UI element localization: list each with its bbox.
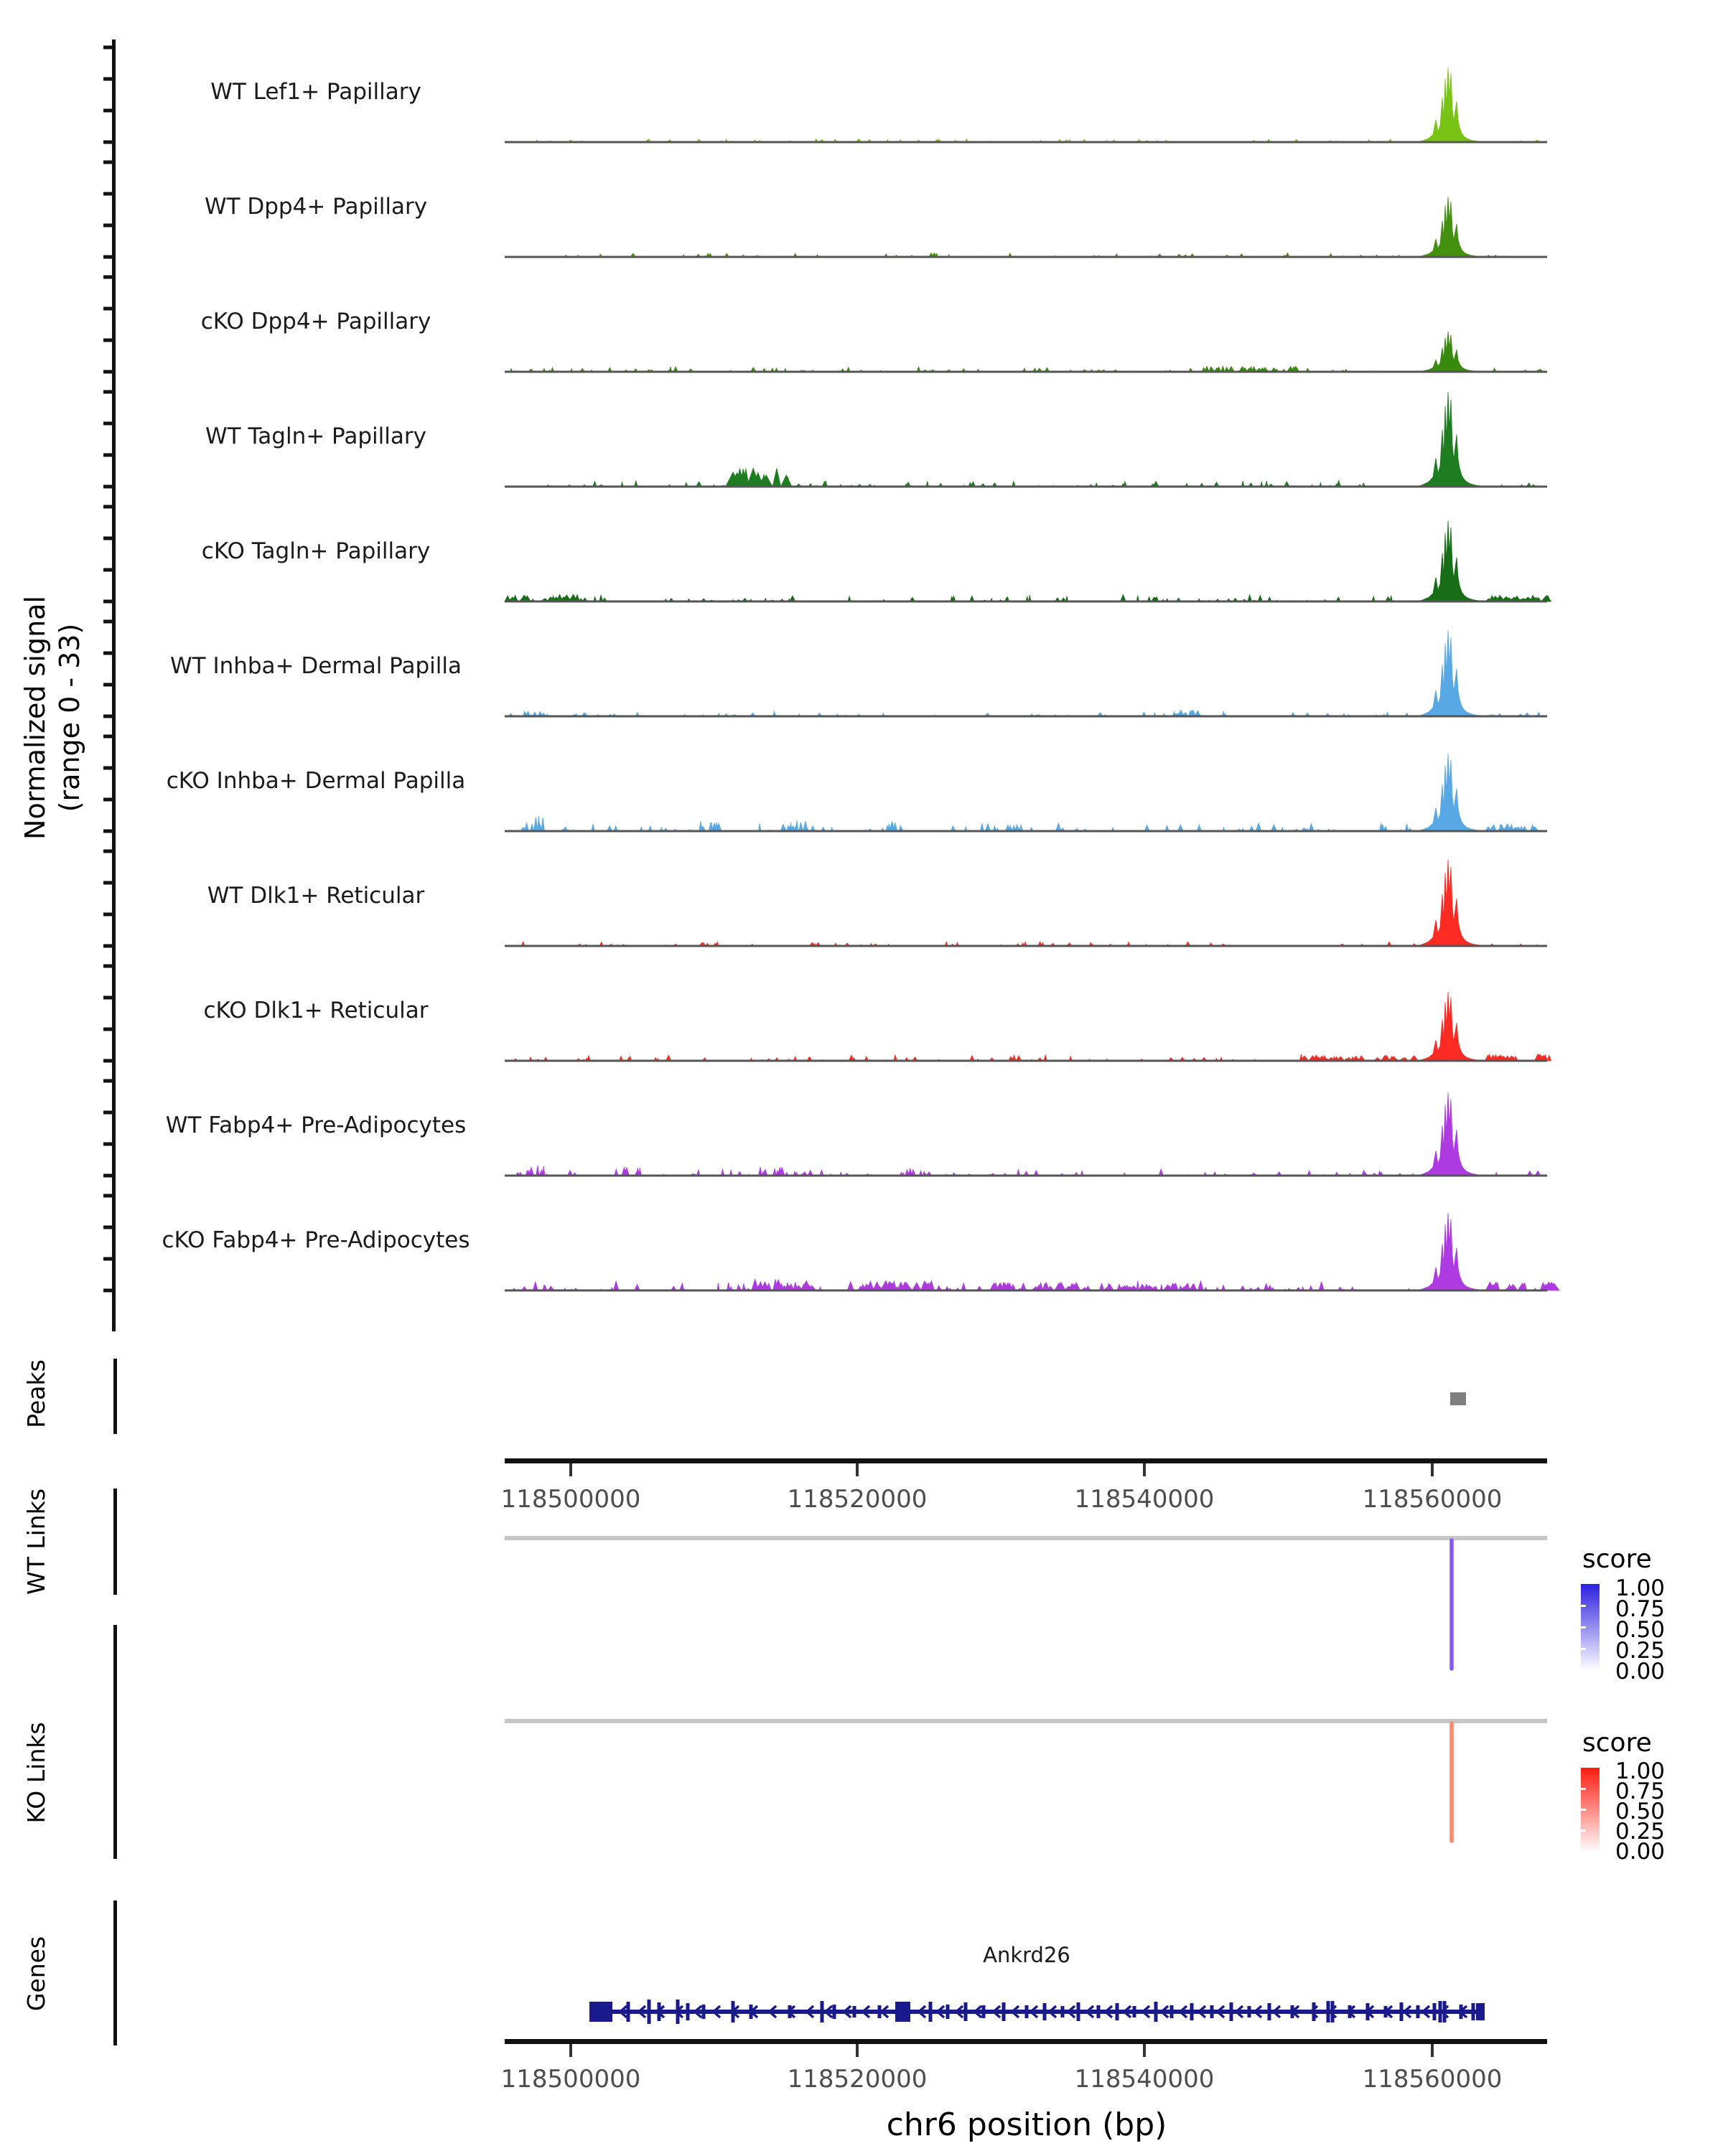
gene-exon-tick bbox=[1472, 2003, 1475, 2020]
peaks-panel bbox=[22, 1359, 1466, 1434]
signal-area bbox=[505, 197, 1547, 257]
gene-name-label: Ankrd26 bbox=[983, 1943, 1070, 1967]
track-label: cKO Fabp4+ Pre-Adipocytes bbox=[162, 1227, 470, 1253]
x-tick-label: 118540000 bbox=[1074, 1485, 1215, 1514]
signal-track-row bbox=[201, 309, 1547, 373]
y-axis-tick bbox=[103, 1143, 113, 1146]
wt-legend-value: 0.00 bbox=[1615, 1659, 1666, 1684]
ko-links-panel bbox=[22, 1625, 1665, 1865]
ko-links-bracket bbox=[113, 1625, 117, 1859]
wt-legend-value: 0.50 bbox=[1615, 1617, 1666, 1643]
x-tick bbox=[569, 1463, 572, 1476]
signal-track-row bbox=[207, 860, 1547, 947]
gene-exon-tick bbox=[1268, 2003, 1271, 2020]
track-label: WT Dlk1+ Reticular bbox=[207, 883, 425, 909]
y-axis-tick bbox=[103, 1079, 113, 1083]
y-axis-tick bbox=[103, 652, 113, 655]
gene-exon-tick bbox=[702, 2005, 706, 2019]
gene-exon-tick bbox=[1170, 2005, 1174, 2018]
gene-exon-tick bbox=[1043, 2003, 1047, 2020]
gene-exon-tick bbox=[1077, 2002, 1080, 2021]
gene-exon-tick bbox=[1433, 2003, 1437, 2020]
track-baseline bbox=[505, 945, 1547, 947]
genes-panel bbox=[22, 1900, 1485, 2045]
x-tick-label: 118520000 bbox=[787, 2065, 928, 2094]
gene-exon-tick bbox=[1210, 2005, 1214, 2018]
wt-legend-title: score bbox=[1582, 1545, 1652, 1574]
x-tick-label: 118540000 bbox=[1074, 2065, 1215, 2094]
ko-legend-value: 0.75 bbox=[1615, 1778, 1666, 1804]
track-baseline bbox=[505, 486, 1547, 488]
x-tick bbox=[1431, 1463, 1434, 1476]
y-axis-tick bbox=[103, 683, 113, 687]
y-axis-tick bbox=[103, 767, 113, 770]
gene-exon-tick bbox=[1097, 2005, 1101, 2018]
signal-y-axis bbox=[103, 39, 116, 1331]
gene-exon-box bbox=[589, 2002, 612, 2022]
y-axis-tick bbox=[103, 715, 113, 718]
y-axis-tick bbox=[103, 600, 113, 604]
gene-exon-tick bbox=[1133, 2006, 1136, 2017]
y-axis-tick bbox=[103, 224, 113, 228]
track-label: cKO Dlk1+ Reticular bbox=[203, 998, 429, 1023]
signal-track-row bbox=[205, 194, 1547, 258]
wt-legend-value: 0.25 bbox=[1615, 1638, 1666, 1664]
signal-area bbox=[505, 860, 1547, 946]
wt-links-section-label: WT Links bbox=[22, 1488, 50, 1595]
y-axis-tick bbox=[103, 370, 113, 374]
signal-area bbox=[505, 67, 1547, 142]
x-axis-top bbox=[501, 1458, 1547, 1514]
legend-tick bbox=[1581, 1788, 1586, 1790]
coverage-tracks bbox=[162, 67, 1560, 1292]
x-tick-label: 118500000 bbox=[500, 2065, 641, 2094]
gene-exon-tick bbox=[686, 2003, 690, 2020]
signal-track-row bbox=[170, 630, 1547, 718]
gene-exon-tick bbox=[1230, 2002, 1233, 2021]
gene-exon-tick bbox=[627, 2002, 630, 2022]
signal-track-row bbox=[205, 392, 1547, 488]
signal-area bbox=[505, 392, 1547, 487]
y-axis-tick bbox=[103, 1028, 113, 1031]
signal-area bbox=[505, 1092, 1547, 1176]
y-axis-tick bbox=[103, 537, 113, 540]
genes-bracket bbox=[113, 1900, 117, 2045]
y-axis-tick bbox=[103, 307, 113, 311]
x-tick-label: 118500000 bbox=[500, 1485, 641, 1514]
peaks-bracket bbox=[113, 1359, 117, 1434]
signal-area bbox=[505, 630, 1547, 716]
track-label: cKO Dpp4+ Papillary bbox=[200, 309, 431, 334]
ko-legend-value: 1.00 bbox=[1615, 1758, 1666, 1784]
gene-exon-tick bbox=[1154, 2002, 1158, 2022]
y-axis-tick bbox=[103, 1059, 113, 1063]
legend-tick bbox=[1581, 1605, 1586, 1607]
track-baseline bbox=[505, 141, 1547, 144]
peaks-section-label: Peaks bbox=[22, 1359, 50, 1428]
x-tick bbox=[856, 1463, 859, 1476]
gene-exon-tick bbox=[648, 2000, 651, 2024]
y-axis-tick bbox=[103, 1289, 113, 1293]
track-baseline bbox=[505, 601, 1547, 603]
track-baseline bbox=[505, 830, 1547, 833]
gene-exon-tick bbox=[833, 2005, 836, 2019]
y-axis-tick bbox=[103, 276, 113, 279]
y-axis-ticks bbox=[103, 46, 113, 1293]
wt-links-baseline bbox=[505, 1536, 1547, 1540]
signal-track-row bbox=[204, 992, 1551, 1062]
y-axis-tick bbox=[103, 945, 113, 948]
y-axis-tick bbox=[103, 109, 113, 113]
legend-tick bbox=[1581, 1648, 1586, 1650]
x-axis-bottom bbox=[501, 2039, 1547, 2143]
x-tick bbox=[569, 2044, 572, 2057]
track-baseline bbox=[505, 1175, 1547, 1177]
y-axis-tick bbox=[103, 390, 113, 394]
gene-exon-tick bbox=[1116, 2003, 1119, 2020]
y-axis-tick bbox=[103, 881, 113, 885]
wt-links-panel bbox=[22, 1489, 1665, 1684]
x-tick-label: 118560000 bbox=[1362, 1485, 1503, 1514]
y-axis-tick bbox=[103, 830, 113, 833]
genes-section-label: Genes bbox=[22, 1936, 50, 2012]
x-axis-line bbox=[505, 2039, 1547, 2044]
x-tick-label: 118560000 bbox=[1362, 2065, 1503, 2094]
y-axis-tick bbox=[103, 913, 113, 917]
signal-area bbox=[505, 1213, 1559, 1290]
track-label: cKO Tagln+ Papillary bbox=[201, 538, 431, 564]
track-label: WT Dpp4+ Papillary bbox=[204, 194, 428, 220]
signal-track-row bbox=[210, 67, 1547, 144]
x-tick bbox=[1143, 2044, 1146, 2057]
ko-legend-value: 0.25 bbox=[1615, 1819, 1666, 1845]
y-axis-tick bbox=[103, 78, 113, 81]
track-baseline bbox=[505, 371, 1547, 373]
track-baseline bbox=[505, 1290, 1547, 1292]
y-axis-tick bbox=[103, 965, 113, 968]
y-axis-tick bbox=[103, 735, 113, 739]
gene-exon-tick bbox=[964, 2002, 968, 2021]
y-axis-tick bbox=[103, 256, 113, 259]
y-axis-tick bbox=[103, 996, 113, 1000]
y-axis-title-line1: Normalized signal bbox=[19, 596, 51, 840]
y-axis-tick bbox=[103, 192, 113, 196]
signal-area bbox=[505, 992, 1551, 1061]
signal-track-row bbox=[202, 521, 1551, 603]
gene-model-ankrd26 bbox=[589, 2000, 1485, 2024]
gene-exon-tick bbox=[982, 2005, 986, 2018]
ko-legend-title: score bbox=[1582, 1728, 1652, 1758]
gene-exon-tick bbox=[929, 2002, 933, 2022]
signal-area bbox=[505, 754, 1547, 831]
gene-exon-tick bbox=[1025, 2005, 1029, 2018]
track-label: cKO Inhba+ Dermal Papilla bbox=[166, 768, 466, 794]
y-axis-tick bbox=[103, 141, 113, 144]
signal-area bbox=[505, 332, 1547, 372]
gene-exon-box bbox=[1476, 2003, 1485, 2020]
y-axis-tick bbox=[103, 46, 113, 50]
x-tick-label: 118520000 bbox=[787, 1485, 928, 1514]
signal-area bbox=[505, 521, 1551, 601]
wt-links-bracket bbox=[113, 1489, 117, 1595]
wt-legend-value: 0.75 bbox=[1615, 1596, 1666, 1622]
gene-exon-tick bbox=[821, 2001, 824, 2023]
track-baseline bbox=[505, 256, 1547, 258]
y-axis-tick bbox=[103, 505, 113, 509]
x-tick bbox=[1431, 2044, 1434, 2057]
track-baseline bbox=[505, 716, 1547, 718]
gene-exon-tick bbox=[1248, 2006, 1251, 2017]
y-axis-tick bbox=[103, 1111, 113, 1115]
ko-legend-value: 0.00 bbox=[1615, 1839, 1666, 1865]
y-axis-tick bbox=[103, 1257, 113, 1261]
gene-exon-tick bbox=[1061, 2006, 1065, 2017]
y-axis-tick bbox=[103, 850, 113, 853]
signal-track-row bbox=[162, 1213, 1560, 1292]
ko-score-legend bbox=[1581, 1728, 1665, 1865]
x-axis-line bbox=[505, 1458, 1547, 1463]
legend-tick bbox=[1581, 1829, 1586, 1832]
y-axis-tick bbox=[103, 798, 113, 802]
gene-exon-tick bbox=[1190, 2003, 1194, 2020]
signal-track-row bbox=[166, 1092, 1547, 1177]
y-axis-tick bbox=[103, 485, 113, 489]
track-label: WT Tagln+ Papillary bbox=[205, 423, 426, 449]
gene-exon-tick bbox=[853, 2006, 856, 2017]
gene-exon-tick bbox=[1416, 2005, 1420, 2018]
peak-interval-box bbox=[1450, 1392, 1466, 1405]
ko-links-section-label: KO Links bbox=[22, 1722, 50, 1824]
x-tick bbox=[856, 2044, 859, 2057]
ko-legend-value: 0.50 bbox=[1615, 1799, 1666, 1824]
y-axis-tick bbox=[103, 1174, 113, 1178]
y-axis-tick bbox=[103, 1226, 113, 1229]
wt-score-legend bbox=[1581, 1545, 1665, 1684]
x-tick bbox=[1143, 1463, 1146, 1476]
track-label: WT Inhba+ Dermal Papilla bbox=[170, 653, 462, 679]
track-baseline bbox=[505, 1060, 1547, 1062]
ko-links-baseline bbox=[505, 1719, 1547, 1723]
y-axis-tick bbox=[103, 161, 113, 164]
legend-tick bbox=[1581, 1809, 1586, 1811]
y-axis-tick bbox=[103, 620, 113, 624]
x-axis-title: chr6 position (bp) bbox=[886, 2106, 1167, 2143]
signal-track-row bbox=[167, 754, 1547, 833]
y-axis-tick bbox=[103, 454, 113, 457]
y-axis-title-line2: (range 0 - 33) bbox=[54, 623, 85, 812]
gene-exon-tick bbox=[946, 2005, 950, 2019]
y-axis-tick bbox=[103, 422, 113, 426]
gene-exon-box bbox=[895, 2002, 910, 2022]
legend-tick bbox=[1581, 1626, 1586, 1628]
track-label: WT Fabp4+ Pre-Adipocytes bbox=[165, 1112, 467, 1138]
gene-exon-tick bbox=[1002, 2002, 1006, 2021]
y-axis-tick bbox=[103, 1194, 113, 1198]
track-label: WT Lef1+ Papillary bbox=[210, 79, 421, 105]
y-axis-tick bbox=[103, 339, 113, 342]
wt-legend-value: 1.00 bbox=[1615, 1575, 1666, 1601]
y-axis-tick bbox=[103, 568, 113, 572]
